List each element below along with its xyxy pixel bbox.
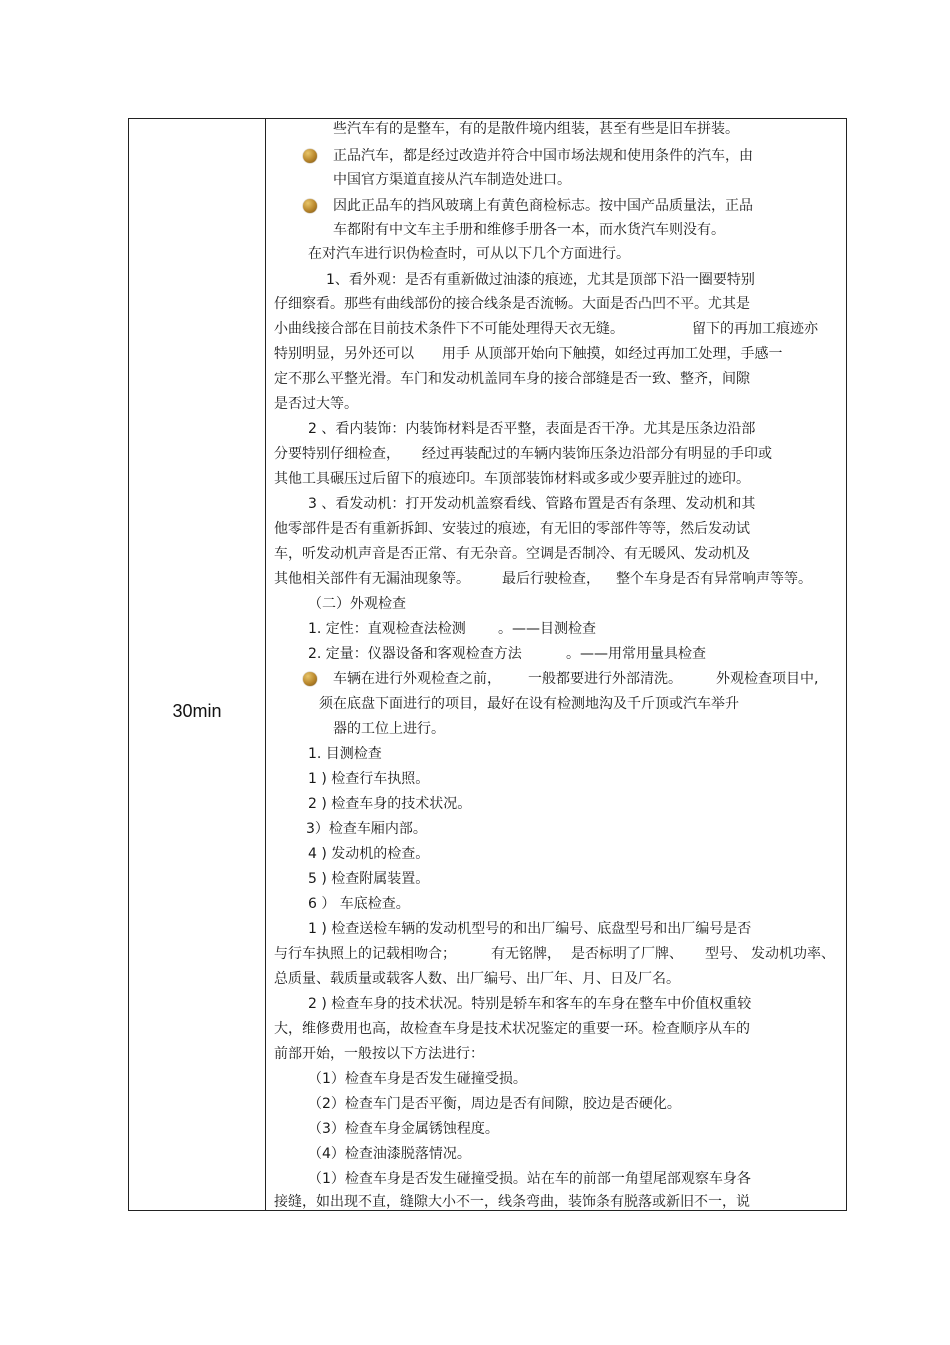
text-line: 。——目测检查	[498, 621, 596, 637]
text-line: 车，听发动机声音是否正常、有无杂音。空调是否制冷、有无暖风、发动机及	[274, 546, 750, 562]
text-line: 5 ) 检查附属装置。	[308, 871, 430, 887]
content-cell	[266, 119, 846, 1210]
text-line: 发动机功率、	[751, 946, 835, 962]
text-line: 仔细察看。那些有曲线部份的接合线条是否流畅。大面是否凸凹不平。尤其是	[274, 296, 750, 312]
text-line: 小曲线接合部在目前技术条件下不可能处理得天衣无缝。	[274, 321, 624, 337]
text-line: 其他相关部件有无漏油现象等。	[274, 571, 470, 587]
text-line: 外观检查项目中,	[716, 671, 819, 687]
text-line: 型号、	[705, 946, 747, 962]
text-line: （1）检查车身是否发生碰撞受损。站在车的前部一角望尾部观察车身各	[308, 1171, 751, 1187]
text-line: 有无铭牌，	[491, 946, 561, 962]
time-cell: 30min	[172, 701, 222, 721]
text-line: 前部开始，一般按以下方法进行：	[274, 1046, 484, 1062]
text-line: 整个车身是否有异常响声等等。	[616, 571, 812, 587]
text-line: 因此正品车的挡风玻璃上有黄色商检标志。按中国产品质量法，正品	[333, 198, 753, 214]
text-line: 些汽车有的是整车，有的是散件境内组装，甚至有些是旧车拼装。	[333, 121, 739, 137]
text-line: （2）检查车门是否平衡，周边是否有间隙，胶边是否硬化。	[308, 1096, 681, 1112]
text-line: 是否过大等。	[274, 396, 358, 412]
text-line: （3）检查车身金属锈蚀程度。	[308, 1121, 499, 1137]
text-line: 与行车执照上的记载相吻合；	[274, 946, 456, 962]
text-line: 大，维修费用也高，故检查车身是技术状况鉴定的重要一环。检查顺序从车的	[274, 1021, 750, 1037]
text-line: 总质量、载质量或载客人数、出厂编号、出厂年、月、日及厂名。	[274, 971, 680, 987]
text-line: 在对汽车进行识伪检查时，可从以下几个方面进行。	[308, 246, 630, 262]
text-line: 1. 定性：直观检查法检测	[308, 621, 466, 637]
text-line: （二）外观检查	[308, 596, 406, 612]
text-line: 2. 定量：仪器设备和客观检查方法	[308, 646, 522, 662]
text-line: 一般都要进行外部清洗。	[528, 671, 682, 687]
text-line: 特别明显，另外还可以	[274, 346, 414, 362]
text-line: 2 ) 检查车身的技术状况。特别是轿车和客车的车身在整车中价值权重较	[308, 996, 752, 1012]
text-line: 接缝，如出现不直，缝隙大小不一，线条弯曲，装饰条有脱落或新旧不一，说	[274, 1194, 750, 1210]
text-line: 用手 从顶部开始向下触摸，如经过再加工处理，手感一	[442, 346, 783, 362]
text-line: 经过再装配过的车辆内装饰压条边沿部分有明显的手印或	[422, 446, 772, 462]
text-line: 2 ) 检查车身的技术状况。	[308, 796, 472, 812]
text-line: 最后行驶检查，	[502, 571, 600, 587]
text-line: 正品汽车，都是经过改造并符合中国市场法规和使用条件的汽车，由	[333, 148, 753, 164]
text-line: 其他工具碾压过后留下的痕迹印。车顶部装饰材料或多或少要弄脏过的迹印。	[274, 471, 750, 487]
text-line: 中国官方渠道直接从汽车制造处进口。	[333, 172, 571, 188]
text-line: 1 ) 检查行车执照。	[308, 771, 430, 787]
text-line: 。——用常用量具检查	[566, 646, 706, 662]
text-line: 1. 目测检查	[308, 746, 382, 762]
text-line: （1）检查车身是否发生碰撞受损。	[308, 1071, 527, 1087]
text-line: 3 、看发动机：打开发动机盖察看线、管路布置是否有条理、发动机和其	[308, 496, 756, 512]
text-line: 2 、看内装饰：内装饰材料是否平整，表面是否干净。尤其是压条边沿部	[308, 421, 756, 437]
text-line: 器的工位上进行。	[333, 721, 445, 737]
text-line: 定不那么平整光滑。车门和发动机盖同车身的接合部缝是否一致、整齐，间隙	[274, 371, 750, 387]
text-line: 分要特别仔细检查，	[274, 446, 400, 462]
text-line: 1、看外观：是否有重新做过油漆的痕迹，尤其是顶部下沿一圈要特别	[326, 272, 755, 288]
text-line: 3）检查车厢内部。	[306, 821, 427, 837]
text-line: 6 ） 车底检查。	[308, 896, 410, 912]
text-line: 4 ) 发动机的检查。	[308, 846, 430, 862]
lesson-table	[128, 118, 847, 1211]
text-line: 须在底盘下面进行的项目，最好在设有检测地沟及千斤顶或汽车举升	[319, 696, 739, 712]
bullet-icon	[303, 672, 317, 686]
text-line: 是否标明了厂牌、	[571, 946, 683, 962]
text-line: 他零部件是否有重新拆卸、安装过的痕迹，有无旧的零部件等等，然后发动试	[274, 521, 750, 537]
bullet-icon	[303, 149, 317, 163]
bullet-icon	[303, 199, 317, 213]
text-line: 1 ) 检查送检车辆的发动机型号的和出厂编号、底盘型号和出厂编号是否	[308, 921, 752, 937]
text-line: 车辆在进行外观检查之前，	[333, 671, 501, 687]
text-line: （4）检查油漆脱落情况。	[308, 1146, 471, 1162]
text-line: 车都附有中文车主手册和维修手册各一本，而水货汽车则没有。	[333, 222, 725, 238]
text-line: 留下的再加工痕迹亦	[692, 321, 818, 337]
